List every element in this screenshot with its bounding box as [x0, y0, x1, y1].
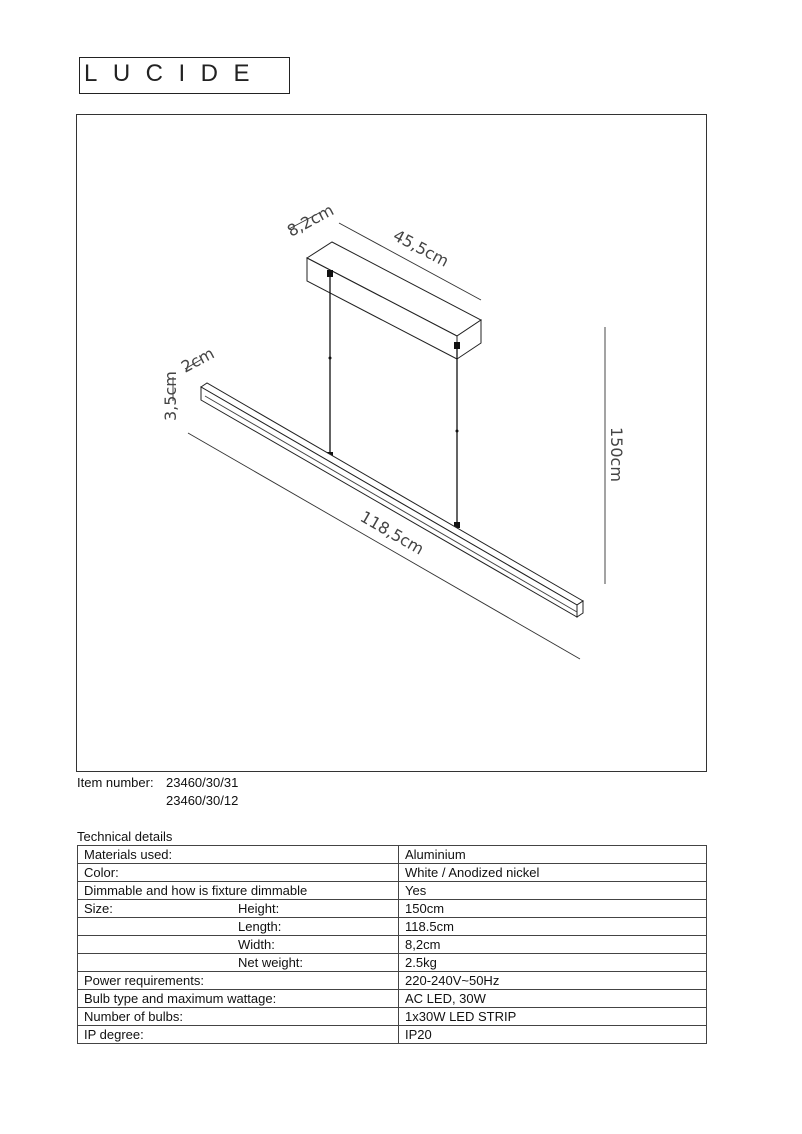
spec-label: Power requirements: — [84, 973, 204, 988]
dim-canopy-depth: 8,2cm — [283, 200, 337, 241]
spec-label-cell — [78, 882, 399, 900]
technical-details-table — [77, 845, 707, 1044]
dim-bar-height: 3,5cm — [161, 371, 180, 421]
spec-value: 220-240V~50Hz — [399, 972, 707, 990]
technical-drawing — [76, 114, 707, 772]
spec-sublabel: Length: — [238, 919, 282, 934]
spec-row — [78, 972, 707, 990]
spec-row — [78, 954, 707, 972]
spec-label-cell — [78, 846, 399, 864]
dim-bar-depth: 2cm — [177, 343, 218, 377]
item-number-1: 23460/30/31 — [166, 775, 239, 790]
spec-label: Dimmable and how is fixture dimmable — [84, 883, 308, 898]
spec-label-cell — [78, 900, 399, 918]
spec-value: 118.5cm — [399, 918, 707, 936]
spec-row — [78, 900, 707, 918]
light-bar — [201, 383, 583, 617]
brand-logo-text: LUCIDE — [84, 60, 266, 87]
spec-label: Size: — [84, 901, 113, 916]
spec-label-cell — [78, 936, 399, 954]
spec-row — [78, 918, 707, 936]
spec-value: White / Anodized nickel — [399, 864, 707, 882]
canopy — [307, 242, 481, 359]
spec-sublabel: Net weight: — [238, 955, 304, 970]
cable-grip-left-top — [327, 270, 333, 277]
spec-row — [78, 1026, 707, 1044]
spec-value: 8,2cm — [399, 936, 707, 954]
spec-row — [78, 1008, 707, 1026]
spec-label-cell — [78, 972, 399, 990]
spec-sublabel: Width: — [238, 937, 275, 952]
spec-value: IP20 — [399, 1026, 707, 1044]
dim-total-height: 150cm — [607, 427, 626, 482]
spec-value: 150cm — [399, 900, 707, 918]
spec-row — [78, 936, 707, 954]
spec-value: Yes — [399, 882, 707, 900]
spec-row — [78, 990, 707, 1008]
spec-label-cell — [78, 990, 399, 1008]
spec-label: Color: — [84, 865, 119, 880]
spec-label-cell — [78, 918, 399, 936]
spec-value: Aluminium — [399, 846, 707, 864]
fixture-drawing-svg — [77, 115, 708, 773]
spec-label-cell — [78, 954, 399, 972]
spec-label: Number of bulbs: — [84, 1009, 183, 1024]
spec-label-cell — [78, 1008, 399, 1026]
spec-value: 1x30W LED STRIP — [399, 1008, 707, 1026]
spec-label-cell — [78, 864, 399, 882]
spec-row — [78, 882, 707, 900]
spec-label-cell — [78, 1026, 399, 1044]
item-number-label: Item number: — [77, 775, 154, 790]
spec-value: AC LED, 30W — [399, 990, 707, 1008]
spec-value: 2.5kg — [399, 954, 707, 972]
spec-label: Materials used: — [84, 847, 173, 862]
item-number-2: 23460/30/12 — [166, 793, 239, 808]
cable-grip-right-top — [454, 342, 460, 349]
spec-row — [78, 846, 707, 864]
spec-row — [78, 864, 707, 882]
dim-canopy-length: 45,5cm — [390, 225, 453, 271]
spec-label: IP degree: — [84, 1027, 144, 1042]
spec-label: Bulb type and maximum wattage: — [84, 991, 277, 1006]
technical-details-title: Technical details — [77, 829, 173, 844]
spec-sublabel: Height: — [238, 901, 280, 916]
dim-bar-length: 118,5cm — [357, 507, 428, 559]
